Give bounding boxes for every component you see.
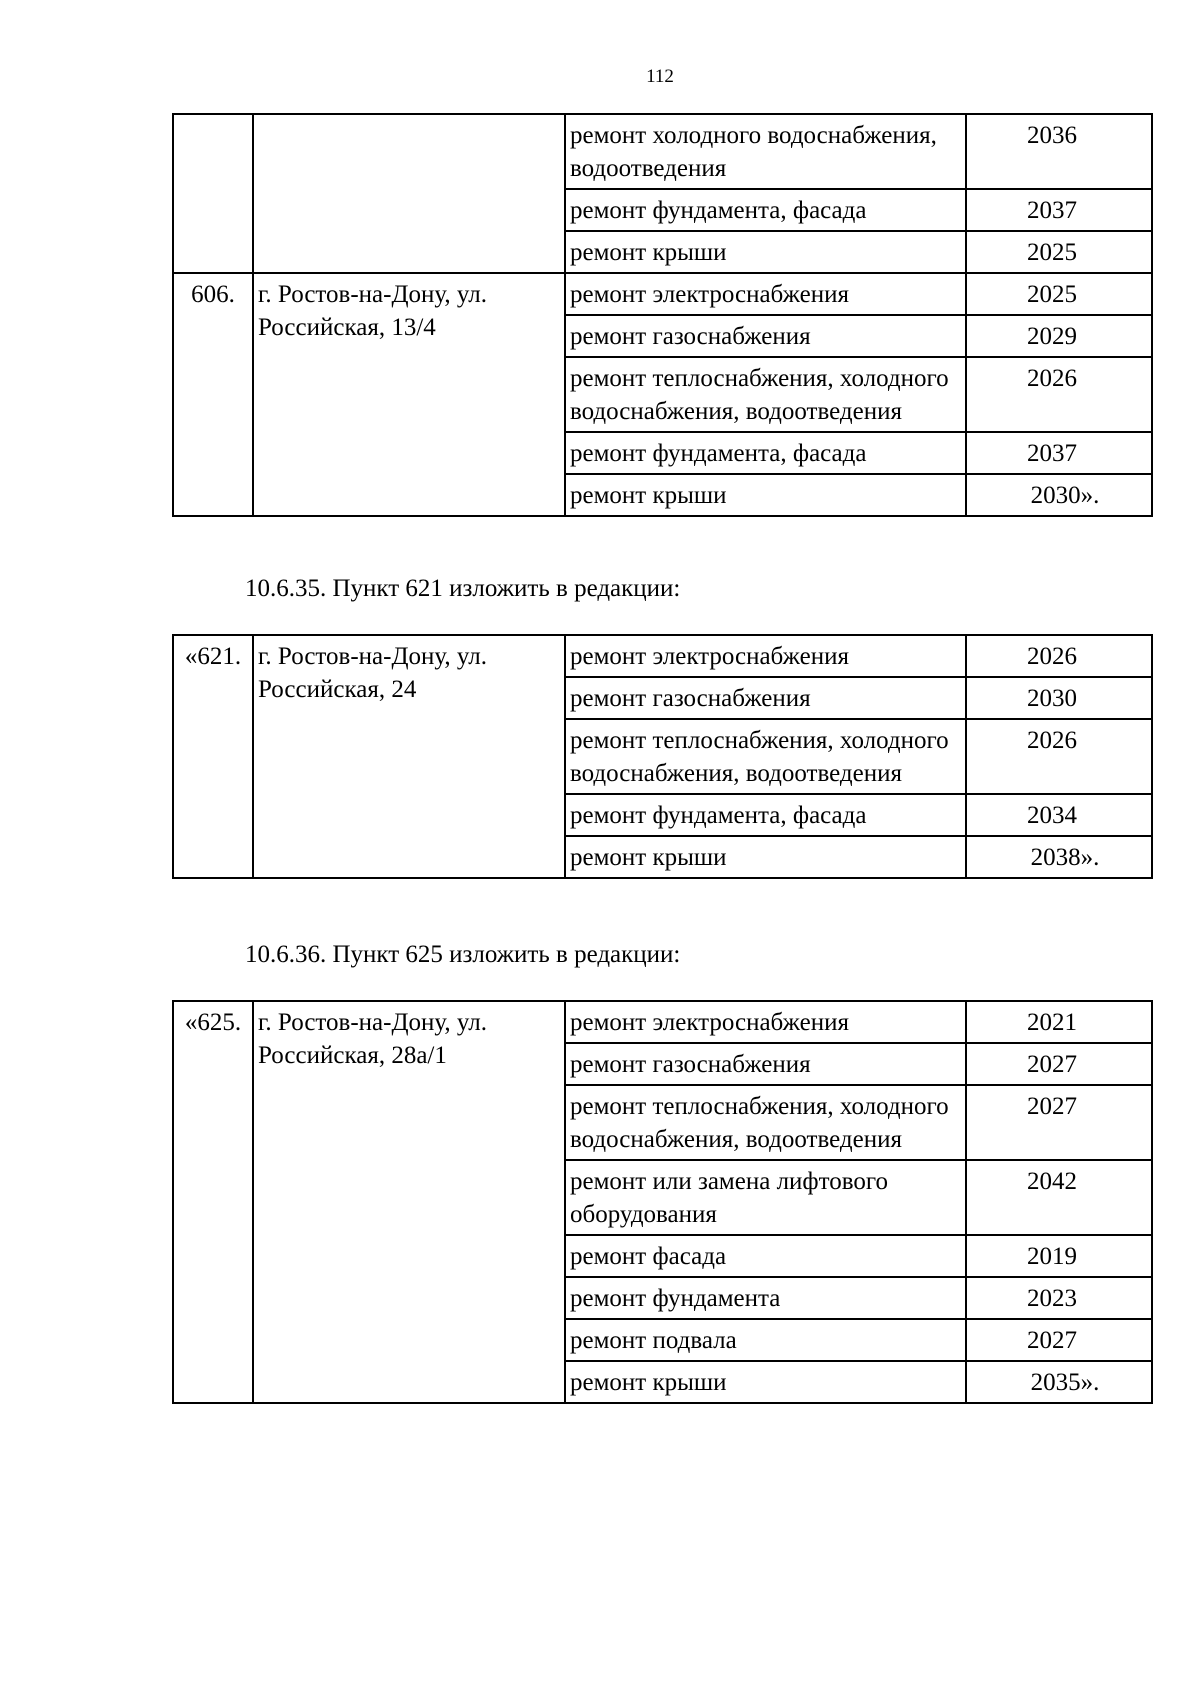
work-cell: ремонт электроснабжения <box>565 635 966 677</box>
year-cell: 2021 <box>966 1001 1152 1043</box>
year-cell: 2027 <box>966 1085 1152 1160</box>
work-cell: ремонт фасада <box>565 1235 966 1277</box>
work-cell: ремонт газоснабжения <box>565 315 966 357</box>
year-cell: 2026 <box>966 635 1152 677</box>
table-row <box>173 1001 1152 1043</box>
work-cell: ремонт фундамента, фасада <box>565 794 966 836</box>
repair-table-621 <box>172 634 1153 879</box>
year-cell: 2027 <box>966 1043 1152 1085</box>
work-cell: ремонт крыши <box>565 1361 966 1403</box>
year-cell: 2037 <box>966 189 1152 231</box>
repair-table-625 <box>172 1000 1153 1404</box>
repair-table-606 <box>172 113 1153 517</box>
address-cell <box>253 114 565 273</box>
table-row <box>173 273 1152 315</box>
year-cell: 2035». <box>966 1361 1152 1403</box>
address-cell: г. Ростов-на-Дону, ул. Российская, 28а/1 <box>253 1001 565 1403</box>
work-cell: ремонт фундамента, фасада <box>565 189 966 231</box>
year-cell: 2038». <box>966 836 1152 878</box>
address-cell: г. Ростов-на-Дону, ул. Российская, 13/4 <box>253 273 565 516</box>
work-cell: ремонт электроснабжения <box>565 273 966 315</box>
year-cell: 2029 <box>966 315 1152 357</box>
table-row <box>173 635 1152 677</box>
year-cell: 2025 <box>966 231 1152 273</box>
work-cell: ремонт фундамента <box>565 1277 966 1319</box>
amendment-paragraph-621: 10.6.35. Пункт 621 изложить в редакции: <box>245 575 681 602</box>
work-cell: ремонт или замена лифтового оборудования <box>565 1160 966 1235</box>
work-cell: ремонт теплоснабжения, холодного водоснабжения, водоотведения <box>565 1085 966 1160</box>
work-cell: ремонт крыши <box>565 231 966 273</box>
year-cell: 2023 <box>966 1277 1152 1319</box>
work-cell: ремонт теплоснабжения, холодного водоснабжения, водоотведения <box>565 719 966 794</box>
number-cell: «625. <box>173 1001 253 1403</box>
year-cell: 2042 <box>966 1160 1152 1235</box>
number-cell <box>173 114 253 273</box>
work-cell: ремонт подвала <box>565 1319 966 1361</box>
year-cell: 2030». <box>966 474 1152 516</box>
year-cell: 2034 <box>966 794 1152 836</box>
table-row <box>173 114 1152 189</box>
year-cell: 2025 <box>966 273 1152 315</box>
year-cell: 2030 <box>966 677 1152 719</box>
work-cell: ремонт холодного водоснабжения, водоотведения <box>565 114 966 189</box>
work-cell: ремонт газоснабжения <box>565 677 966 719</box>
address-cell: г. Ростов-на-Дону, ул. Российская, 24 <box>253 635 565 878</box>
number-cell: 606. <box>173 273 253 516</box>
amendment-paragraph-625: 10.6.36. Пункт 625 изложить в редакции: <box>245 941 681 968</box>
work-cell: ремонт фундамента, фасада <box>565 432 966 474</box>
year-cell: 2019 <box>966 1235 1152 1277</box>
year-cell: 2027 <box>966 1319 1152 1361</box>
work-cell: ремонт теплоснабжения, холодного водоснабжения, водоотведения <box>565 357 966 432</box>
work-cell: ремонт крыши <box>565 474 966 516</box>
work-cell: ремонт электроснабжения <box>565 1001 966 1043</box>
number-cell: «621. <box>173 635 253 878</box>
page-number: 112 <box>646 66 674 87</box>
work-cell: ремонт газоснабжения <box>565 1043 966 1085</box>
year-cell: 2026 <box>966 719 1152 794</box>
year-cell: 2036 <box>966 114 1152 189</box>
year-cell: 2026 <box>966 357 1152 432</box>
work-cell: ремонт крыши <box>565 836 966 878</box>
year-cell: 2037 <box>966 432 1152 474</box>
